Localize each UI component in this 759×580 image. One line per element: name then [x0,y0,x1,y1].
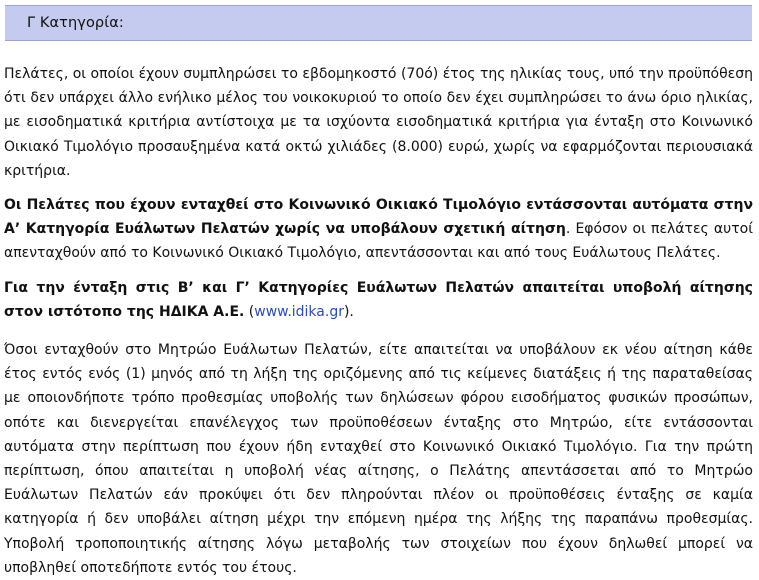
paragraph-application-bold: Για την ένταξη στις Β’ και Γ’ Κατηγορίες Ευάλωτων Πελατών απαιτείται υποβολή αίτησης στον ιστότοπο της ΗΔΙΚΑ Α.Ε. [4,279,753,320]
paragraph-eligibility: Πελάτες, οι οποίοι έχουν συμπληρώσει το εβδομηκοστό (70ό) έτος της ηλικίας τους, υπό την προϋπόθεση ότι δεν υπάρχει άλλο ενήλικο μέλος του νοικοκυριού το οποίο δεν έχει συμπληρώσει το άνω όριο ηλικίας, με εισοδηματικά κριτήρια αντίστοιχα με τα ισχύοντα εισοδηματικά κριτήρια για ένταξη στο Κοινωνικό Οικιακό Τιμολόγιο προσαυξημένα κατά οκτώ χιλιάδες (8.000) ευρώ, χωρίς να εφαρμόζονται περιουσιακά κριτήρια. [4,66,753,179]
document-body [4,62,753,580]
category-title: Γ Κατηγορία: [27,15,124,31]
category-header [5,5,752,41]
paragraph-application-close: ). [343,303,354,320]
paragraph-application-open: ( [244,303,255,320]
paragraph-automatic-inclusion-bold: Οι Πελάτες που έχουν ενταχθεί στο Κοινωνικό Οικιακό Τιμολόγιο εντάσσονται αυτόματα στην Α’ Κατηγορία Ευάλωτων Πελατών χωρίς να υποβάλουν σχετική αίτηση [4,197,753,238]
idika-link[interactable]: www.idika.gr [254,303,344,320]
paragraph-registry-renewal: Όσοι ενταχθούν στο Μητρώο Ευάλωτων Πελατών, είτε απαιτείται να υποβάλουν εκ νέου αίτηση κάθε έτος εντός ενός (1) μηνός από τη λήξη της οριζόμενης από τις κείμενες διατάξεις ή της παραταθείσας με οποιονδήποτε τρόπο προθεσμίας υποβολής των δηλώσεων φόρου εισοδήματος φυσικών προσώπων, οπότε και διενεργείται επανέλεγχος των προϋποθέσεων ένταξης στο Μητρώο, είτε εντάσσονται αυτόματα στην περίπτωση που έχουν ήδη ενταχθεί στο Κοινωνικό Οικιακό Τιμολόγιο. Για την πρώτη περίπτωση, όπου απαιτείται η υποβολή νέας αίτησης, ο Πελάτης απεντάσσεται από το Μητρώο Ευάλωτων Πελατών εάν προκύψει ότι δεν πληρούνται πλέον οι προϋποθέσεις ένταξης σε καμία κατηγορία ή δεν υποβάλει αίτηση μέχρι την επόμενη ημέρα της λήξης της παραπάνω προθεσμίας. Υποβολή τροποποιητικής αίτησης λόγω μεταβολής των στοιχείων που έχουν δηλωθεί μπορεί να υποβληθεί οποτεδήποτε εντός του έτους. [4,342,753,576]
paragraph-application [4,276,753,324]
paragraph-automatic-inclusion-rest: . Εφόσον οι πελάτες αυτοί απενταχθούν από το Κοινωνικό Οικιακό Τιμολόγιο, απεντάσσονται και από τους Ευάλωτους Πελάτες. [4,221,753,262]
paragraph-automatic-inclusion [4,193,753,266]
